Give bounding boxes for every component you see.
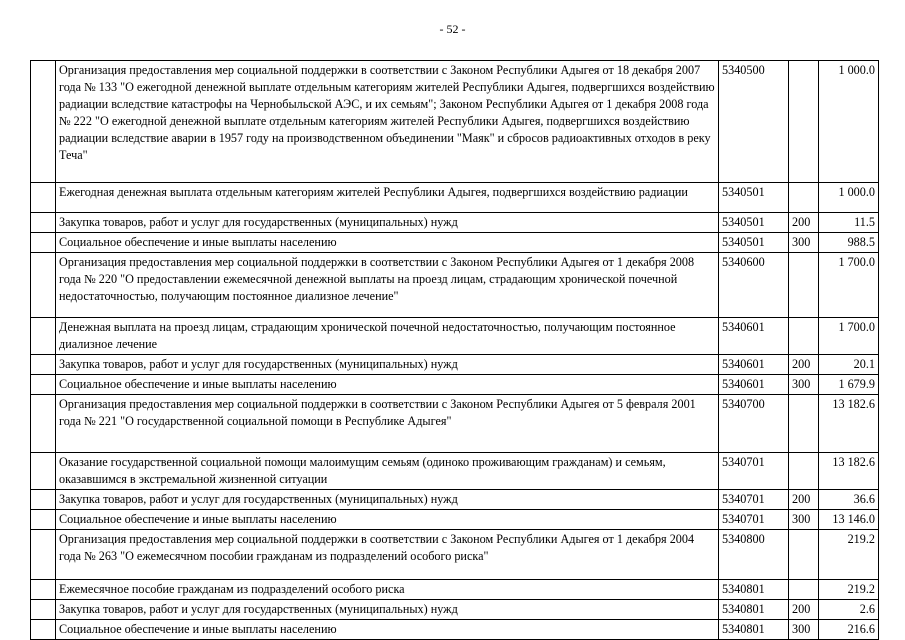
- table-row: [31, 580, 879, 600]
- row-amount-cell: 11.5: [819, 213, 879, 233]
- row-code-cell: 5340700: [719, 395, 789, 453]
- row-amount-cell: 1 000.0: [819, 183, 879, 213]
- row-amount-cell: 219.2: [819, 580, 879, 600]
- budget-table-body: [31, 61, 879, 640]
- row-amount-cell: 20.1: [819, 355, 879, 375]
- row-index-cell: [31, 355, 56, 375]
- row-code-cell: 5340501: [719, 233, 789, 253]
- row-index-cell: [31, 580, 56, 600]
- row-code-cell: 5340601: [719, 318, 789, 355]
- row-code-cell: 5340801: [719, 620, 789, 640]
- row-name-cell: Ежемесячное пособие гражданам из подразделений особого риска: [56, 580, 719, 600]
- table-row: [31, 253, 879, 318]
- row-amount-cell: 2.6: [819, 600, 879, 620]
- row-type-cell: 300: [789, 375, 819, 395]
- row-type-cell: [789, 183, 819, 213]
- row-type-cell: 300: [789, 510, 819, 530]
- row-type-cell: 300: [789, 620, 819, 640]
- row-code-cell: 5340701: [719, 510, 789, 530]
- row-amount-cell: 13 182.6: [819, 395, 879, 453]
- row-index-cell: [31, 510, 56, 530]
- row-code-cell: 5340801: [719, 580, 789, 600]
- table-row: [31, 620, 879, 640]
- row-code-cell: 5340501: [719, 213, 789, 233]
- row-amount-cell: 36.6: [819, 490, 879, 510]
- row-name-cell: Закупка товаров, работ и услуг для государственных (муниципальных) нужд: [56, 213, 719, 233]
- row-type-cell: [789, 580, 819, 600]
- row-type-cell: 200: [789, 600, 819, 620]
- row-amount-cell: 988.5: [819, 233, 879, 253]
- row-code-cell: 5340701: [719, 490, 789, 510]
- row-index-cell: [31, 620, 56, 640]
- row-type-cell: [789, 395, 819, 453]
- row-name-cell: Организация предоставления мер социальной поддержки в соответствии с Законом Республики Адыгея от 18 декабря 2007 года № 133 "О ежегодной денежной выплате отдельным категориям жителей Республики Адыгея, подвергшихся воздействию радиации вследствие катастрофы на Чернобыльской АЭС, и их семьям"; Законом Республики Адыгея от 1 декабря 2008 года № 222 "О ежегодной денежной выплате отдельным категориям жителей Республики Адыгея, подвергшихся воздействию радиации вследствие аварии в 1957 году на производственном объединении "Маяк" и сбросов радиоактивных отходов в реку Теча": [56, 61, 719, 183]
- row-name-cell: Денежная выплата на проезд лицам, страдающим хронической почечной недостаточностью, получающим постоянное диализное лечение: [56, 318, 719, 355]
- row-code-cell: 5340601: [719, 375, 789, 395]
- row-type-cell: [789, 318, 819, 355]
- row-name-cell: Закупка товаров, работ и услуг для государственных (муниципальных) нужд: [56, 490, 719, 510]
- row-index-cell: [31, 318, 56, 355]
- row-index-cell: [31, 490, 56, 510]
- row-code-cell: 5340601: [719, 355, 789, 375]
- table-row: [31, 213, 879, 233]
- row-type-cell: 300: [789, 233, 819, 253]
- table-row: [31, 233, 879, 253]
- table-row: [31, 510, 879, 530]
- row-index-cell: [31, 395, 56, 453]
- table-row: [31, 61, 879, 183]
- row-amount-cell: 13 182.6: [819, 453, 879, 490]
- row-name-cell: Социальное обеспечение и иные выплаты населению: [56, 620, 719, 640]
- row-amount-cell: 1 000.0: [819, 61, 879, 183]
- row-index-cell: [31, 375, 56, 395]
- row-code-cell: 5340801: [719, 600, 789, 620]
- table-row: [31, 600, 879, 620]
- row-amount-cell: 1 700.0: [819, 318, 879, 355]
- table-row: [31, 490, 879, 510]
- row-type-cell: [789, 453, 819, 490]
- row-amount-cell: 1 679.9: [819, 375, 879, 395]
- row-amount-cell: 216.6: [819, 620, 879, 640]
- table-row: [31, 395, 879, 453]
- row-name-cell: Закупка товаров, работ и услуг для государственных (муниципальных) нужд: [56, 355, 719, 375]
- table-row: [31, 530, 879, 580]
- table-row: [31, 318, 879, 355]
- row-code-cell: 5340501: [719, 183, 789, 213]
- row-index-cell: [31, 530, 56, 580]
- row-name-cell: Социальное обеспечение и иные выплаты населению: [56, 510, 719, 530]
- row-amount-cell: 13 146.0: [819, 510, 879, 530]
- table-row: [31, 183, 879, 213]
- budget-table: [30, 60, 879, 640]
- row-type-cell: [789, 253, 819, 318]
- row-name-cell: Организация предоставления мер социальной поддержки в соответствии с Законом Республики Адыгея от 5 февраля 2001 года № 221 "О государственной социальной помощи в Республике Адыгея": [56, 395, 719, 453]
- row-index-cell: [31, 253, 56, 318]
- row-name-cell: Организация предоставления мер социальной поддержки в соответствии с Законом Республики Адыгея от 1 декабря 2004 года № 263 "О ежемесячном пособии гражданам из подразделений особого риска": [56, 530, 719, 580]
- row-code-cell: 5340701: [719, 453, 789, 490]
- table-row: [31, 355, 879, 375]
- page-number: - 52 -: [439, 22, 466, 36]
- table-row: [31, 375, 879, 395]
- row-name-cell: Социальное обеспечение и иные выплаты населению: [56, 233, 719, 253]
- row-name-cell: Организация предоставления мер социальной поддержки в соответствии с Законом Республики Адыгея от 1 декабря 2008 года № 220 "О предоставлении ежемесячной денежной выплаты на проезд лицам, страдающим хронической почечной недостаточностью, получающим постоянное диализное лечение": [56, 253, 719, 318]
- row-name-cell: Ежегодная денежная выплата отдельным категориям жителей Республики Адыгея, подвергшихся воздействию радиации: [56, 183, 719, 213]
- row-index-cell: [31, 233, 56, 253]
- row-index-cell: [31, 453, 56, 490]
- row-code-cell: 5340800: [719, 530, 789, 580]
- row-code-cell: 5340600: [719, 253, 789, 318]
- row-amount-cell: 1 700.0: [819, 253, 879, 318]
- row-amount-cell: 219.2: [819, 530, 879, 580]
- row-name-cell: Оказание государственной социальной помощи малоимущим семьям (одиноко проживающим гражданам) и семьям, оказавшимся в экстремальной жизненной ситуации: [56, 453, 719, 490]
- row-name-cell: Закупка товаров, работ и услуг для государственных (муниципальных) нужд: [56, 600, 719, 620]
- row-index-cell: [31, 183, 56, 213]
- row-index-cell: [31, 61, 56, 183]
- row-code-cell: 5340500: [719, 61, 789, 183]
- row-type-cell: 200: [789, 490, 819, 510]
- row-index-cell: [31, 213, 56, 233]
- row-type-cell: 200: [789, 213, 819, 233]
- row-type-cell: 200: [789, 355, 819, 375]
- row-name-cell: Социальное обеспечение и иные выплаты населению: [56, 375, 719, 395]
- table-row: [31, 453, 879, 490]
- row-type-cell: [789, 61, 819, 183]
- row-type-cell: [789, 530, 819, 580]
- row-index-cell: [31, 600, 56, 620]
